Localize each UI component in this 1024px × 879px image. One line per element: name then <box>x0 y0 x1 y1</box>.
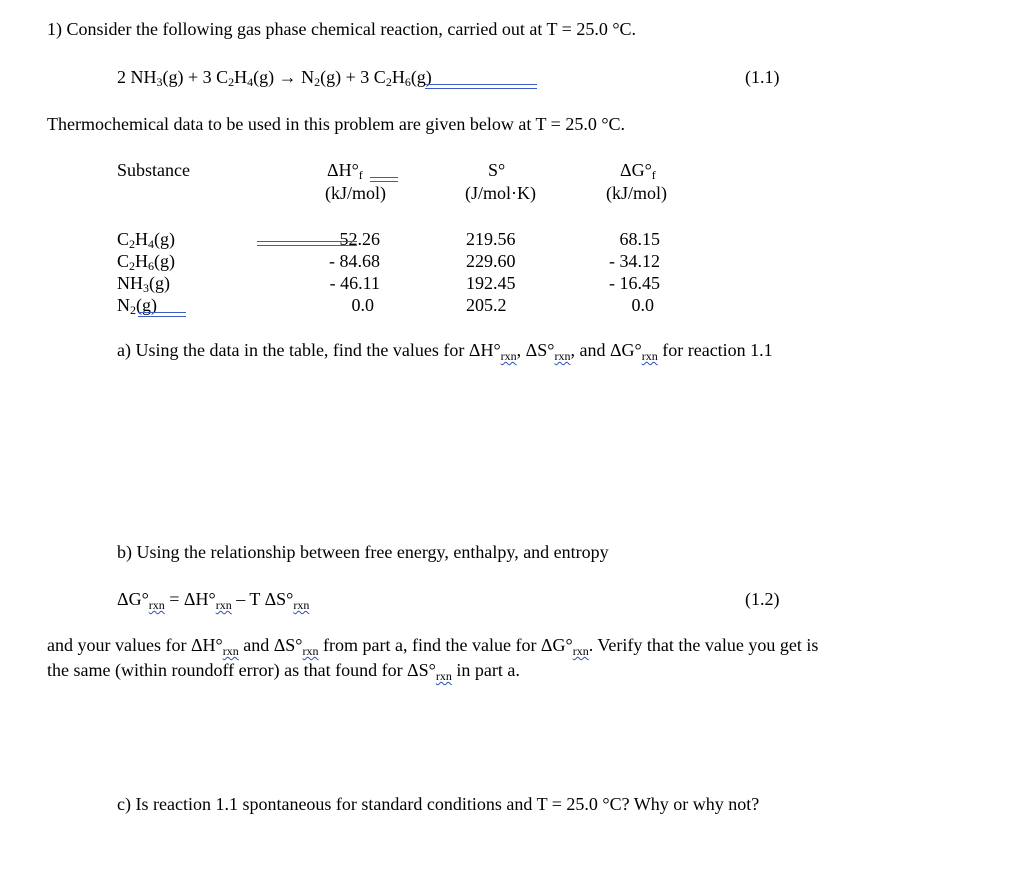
enthalpy-value: 52.26 <box>339 229 380 249</box>
enthalpy-value: - 46.11 <box>329 273 380 293</box>
gibbs-value: - 34.12 <box>609 251 660 271</box>
table-row-substance: $N_2(g)$ <box>117 295 157 317</box>
reaction-label: (1.1) <box>745 67 780 87</box>
part-c-question: c) Is reaction 1.1 spontaneous for standard conditions and T = 25.0 °C? Why or why not? <box>117 794 760 814</box>
enthalpy-value: - 84.68 <box>329 251 380 271</box>
table-row-substance: $NH_3(g)$ <box>117 273 170 295</box>
header-enthalpy-underline <box>370 177 398 182</box>
gibbs-value: 0.0 <box>631 295 654 315</box>
gibbs-equation: $\Delta G^\circ_{rxn} = \Delta H^\circ_{rxn} - T$ $\Delta S^\circ_{rxn}$ <box>117 589 310 612</box>
header-entropy: S° <box>488 160 506 180</box>
header-entropy-unit: (J/mol·K) <box>465 183 536 203</box>
part-b-question: b) Using the relationship between free energy, enthalpy, and entropy <box>117 542 609 562</box>
header-enthalpy: $\Delta H^\circ_f$ <box>327 160 363 182</box>
n2-underline <box>138 312 186 317</box>
gibbs-equation-label: (1.2) <box>745 589 780 609</box>
header-gibbs: $\Delta G^\circ_f$ <box>620 160 656 182</box>
header-enthalpy-unit: (kJ/mol) <box>325 183 386 203</box>
entropy-value: 192.45 <box>466 273 516 293</box>
header-gibbs-unit: (kJ/mol) <box>606 183 667 203</box>
entropy-value: 205.2 <box>466 295 507 315</box>
table-row-substance: $C_2H_4(g)$ <box>117 229 176 251</box>
substance-column <box>117 228 175 316</box>
enthalpy-value: 0.0 <box>351 295 374 315</box>
enthalpy-underline <box>257 241 357 246</box>
problem-intro: 1) Consider the following gas phase chemical reaction, carried out at T = 25.0 °C. <box>47 19 637 39</box>
gibbs-value: - 16.45 <box>609 273 660 293</box>
gibbs-value: 68.15 <box>619 229 660 249</box>
thermo-intro: Thermochemical data to be used in this problem are given below at T = 25.0 °C. <box>47 114 626 134</box>
reaction-underline <box>425 84 537 89</box>
entropy-value: 219.56 <box>466 229 516 249</box>
entropy-column <box>466 228 516 316</box>
part-b-instructions: and your values for $\Delta H^\circ_{rxn}$ and $\Delta S^\circ_{rxn}$ from part a, find the value for $\Delta G^\circ_{rxn}$. Verify that the value you get is the same (within roundoff error) as that found for $\Delta S^\circ_{rxn}$ in part a. <box>47 635 819 683</box>
reaction-equation: 2 $NH_3(g) + 3$ $C_2H_4(g) \to N_2(g) + 3$ $C_2H_6(g)$ <box>117 67 432 89</box>
entropy-value: 229.60 <box>466 251 516 271</box>
header-substance: Substance <box>117 160 190 180</box>
gibbs-column <box>590 228 660 316</box>
table-row-substance: $C_2H_6(g)$ <box>117 251 176 273</box>
part-a-question: a) Using the data in the table, find the values for $\Delta H^\circ_{rxn}$, $\Delta S^\circ_{rxn}$, and $\Delta G^\circ_{rxn}$ for reaction 1.1 <box>117 340 773 363</box>
